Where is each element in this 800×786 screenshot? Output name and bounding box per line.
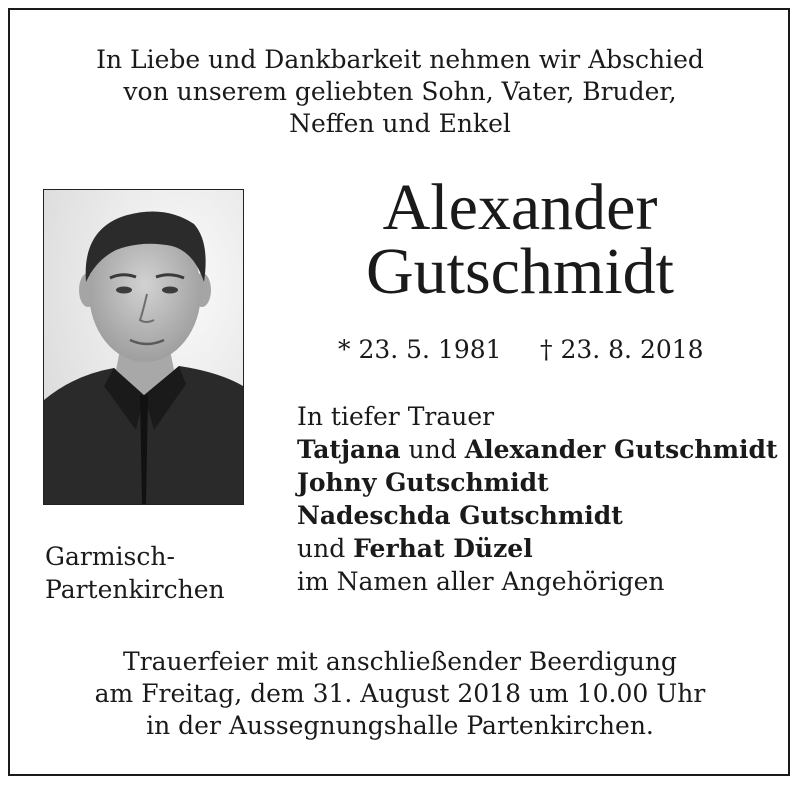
- mourner-name: Nadeschda Gutschmidt: [297, 501, 623, 530]
- mourner-row: [297, 532, 778, 565]
- mourner-row: [297, 433, 778, 466]
- mourners-heading: In tiefer Trauer: [297, 402, 495, 431]
- service-line: in der Aussegnungshalle Partenkirchen.: [146, 711, 654, 740]
- mourners-list: [297, 400, 778, 598]
- last-name: Gutschmidt: [366, 235, 674, 308]
- mourner-name: Alexander Gutschmidt: [464, 435, 778, 464]
- place-line: Partenkirchen: [45, 575, 225, 604]
- mourner-name: Tatjana: [297, 435, 401, 464]
- place-of-residence: [45, 540, 225, 606]
- intro-text: [0, 44, 800, 140]
- intro-line: In Liebe und Dankbarkeit nehmen wir Abschied: [96, 45, 704, 74]
- place-line: Garmisch-: [45, 542, 175, 571]
- service-line: am Freitag, dem 31. August 2018 um 10.00 Uhr: [94, 679, 706, 708]
- mourner-name: Johny Gutschmidt: [297, 468, 549, 497]
- mourners-closing: im Namen aller Angehörigen: [297, 567, 665, 596]
- deceased-name: [300, 171, 740, 308]
- mourner-connector: und: [400, 435, 465, 464]
- death-date: † 23. 8. 2018: [540, 335, 704, 364]
- intro-line: von unserem geliebten Sohn, Vater, Bruder,: [123, 77, 677, 106]
- first-name: Alexander: [382, 171, 658, 244]
- service-line: Trauerfeier mit anschließender Beerdigung: [123, 647, 677, 676]
- mourner-name: Ferhat Düzel: [353, 534, 533, 563]
- portrait-photo: [43, 189, 244, 505]
- funeral-service-info: [0, 646, 800, 742]
- birth-date: * 23. 5. 1981: [338, 335, 502, 364]
- mourner-connector: und: [297, 534, 354, 563]
- intro-line: Neffen und Enkel: [289, 109, 511, 138]
